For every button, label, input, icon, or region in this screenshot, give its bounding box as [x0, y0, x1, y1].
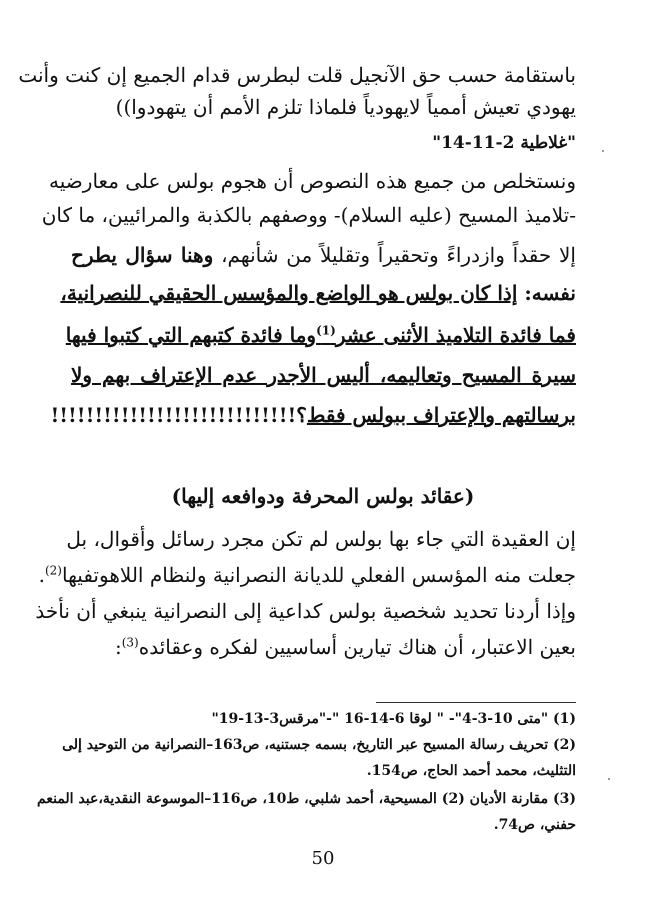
footnote-3: (3) مقارنة الأديان (2) المسيحية، أحمد شلبي، ط10، ص116–الموسوعة النقدية،عبد المنعم: [37, 791, 576, 807]
text-line-7-part-1: فما فائدة التلاميذ الأثنى عشر: [335, 323, 576, 347]
text-line-6: [60, 278, 576, 310]
text-line-6-part-2: إذا كان بولس هو الواضع والمؤسس الحقيقي للنصرانية،: [60, 281, 518, 305]
para2-line-2: [38, 560, 576, 592]
footnote-3-continued: حفني، ص74.: [493, 817, 576, 833]
text-line-7-part-2: وما فائدة كتبهم التي كتبوا فيها: [65, 323, 317, 347]
text-line-5-part-1: إلا حقداً وازدراءً وتحقيراً وتقليلاً من شأنهم،: [221, 243, 576, 267]
text-line-8: سيرة المسيح وتعاليمه، أليس الأجدر عدم الإعتراف بهم ولا: [71, 363, 576, 387]
text-line-2: يهودي تعيش أممياً لايهودياً فلماذا تلزم الأمم أن يتهودوا)): [115, 95, 576, 119]
text-line-5: [71, 240, 576, 272]
footnote-2: (2) تحريف رسالة المسيح عبر التاريخ، بسمه جستنيه، ص163–النصرانية من التوحيد إلى: [62, 737, 576, 753]
text-line-9-part-2: ؟!!!!!!!!!!!!!!!!!!!!!!!!!!!!: [50, 403, 307, 427]
para2-line-4-part-2: :: [114, 635, 122, 659]
scan-speck: [602, 150, 604, 152]
footnote-ref-3: (3): [121, 635, 139, 650]
para2-line-1: إن العقيدة التي جاء بها بولس لم تكن مجرد رسائل وأقوال، بل: [66, 527, 576, 551]
text-line-1: باستقامة حسب حق الآنجيل قلت لبطرس قدام الجميع إن كنت وأنت: [18, 63, 576, 87]
para2-line-4-part-1: بعين الاعتبار، أن هناك تيارين أساسيين لفكره وعقائده: [138, 635, 576, 659]
text-line-6-part-1: نفسه:: [524, 281, 576, 305]
text-line-4: -تلاميذ المسيح (عليه السلام)- ووصفهم بالكذبة والمرائيين، ما كان: [41, 203, 576, 227]
footnote-separator: [376, 702, 576, 703]
footnote-ref-1: (1): [316, 323, 336, 338]
text-line-3: ونستخلص من جميع هذه النصوص أن هجوم بولس على معارضيه: [49, 169, 576, 193]
para2-line-2-part-2: .: [38, 563, 45, 587]
scan-speck: [608, 778, 610, 780]
text-line-7: [65, 320, 576, 352]
para2-line-3: وإذا أردنا تحديد شخصية بولس كداعية إلى النصرانية ينبغي أن نأخذ: [35, 599, 576, 623]
footnote-2-continued: التثليث، محمد أحمد الحاج، ص154.: [366, 763, 576, 779]
footnote-1: (1) "متى 10-3-4"- " لوقا 6-14-16 "-"مرقس3-13-19": [211, 711, 576, 727]
page-number: 50: [311, 848, 335, 869]
section-heading: (عقائد بولس المحرفة ودوافعه إليها): [171, 484, 475, 508]
text-line-9: [50, 400, 576, 432]
citation-galatians: "غلاطية 2-11-14": [432, 133, 576, 153]
text-line-9-part-1: برسالتهم والإعتراف ببولس فقط: [306, 403, 576, 427]
footnote-ref-2: (2): [44, 563, 62, 578]
para2-line-2-part-1: جعلت منه المؤسس الفعلي للديانة النصرانية ولنظام اللاهوتفيها: [61, 563, 576, 587]
text-line-5-part-2: وهنا سؤال يطرح: [71, 243, 214, 267]
para2-line-4: [71, 632, 576, 664]
